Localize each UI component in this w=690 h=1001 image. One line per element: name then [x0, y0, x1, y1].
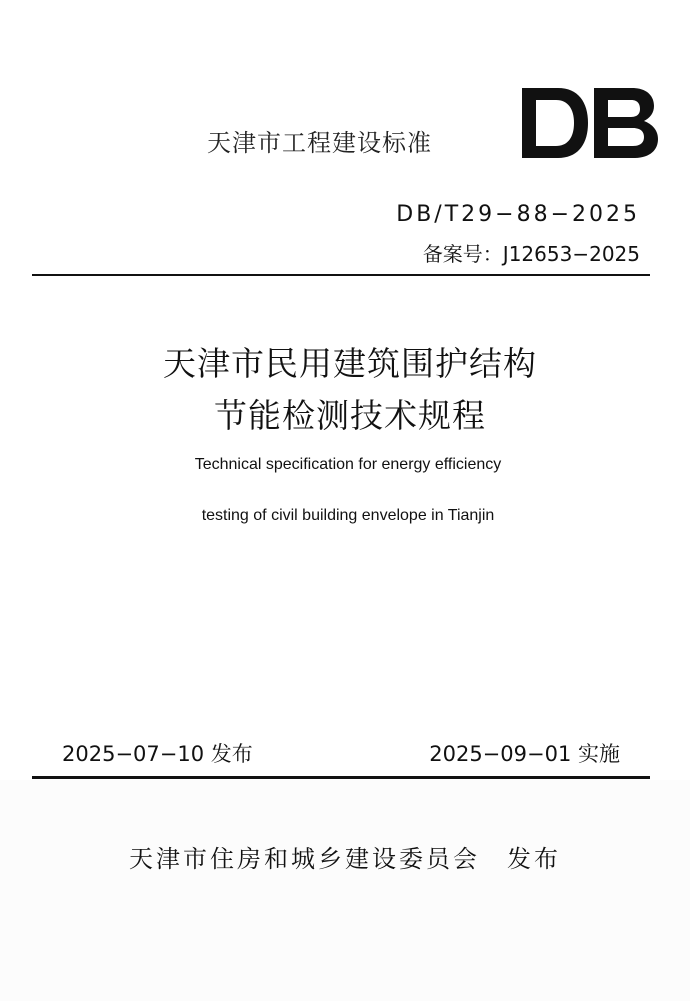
title-english-line-1: Technical specification for energy efficiency	[194, 456, 502, 473]
title-english-line-2: testing of civil building envelope in Tianjin	[201, 507, 495, 524]
publish-date: 2025−07−10 发布	[62, 742, 253, 766]
issuer-statement: 天津市住房和城乡建设委员会 发布	[129, 845, 561, 873]
implement-date: 2025−09−01 实施	[429, 742, 620, 766]
cover-footer-area	[0, 780, 690, 1001]
db-logo	[520, 86, 660, 160]
standard-series-label: 天津市工程建设标准	[207, 129, 432, 157]
title-chinese-line-2: 节能检测技术规程	[214, 396, 486, 435]
top-divider	[32, 274, 650, 276]
bottom-divider	[32, 776, 650, 779]
title-chinese-line-1: 天津市民用建筑围护结构	[163, 344, 537, 383]
standard-code: DB/T29−88−2025	[396, 202, 640, 227]
record-number: 备案号：J12653−2025	[422, 242, 640, 266]
